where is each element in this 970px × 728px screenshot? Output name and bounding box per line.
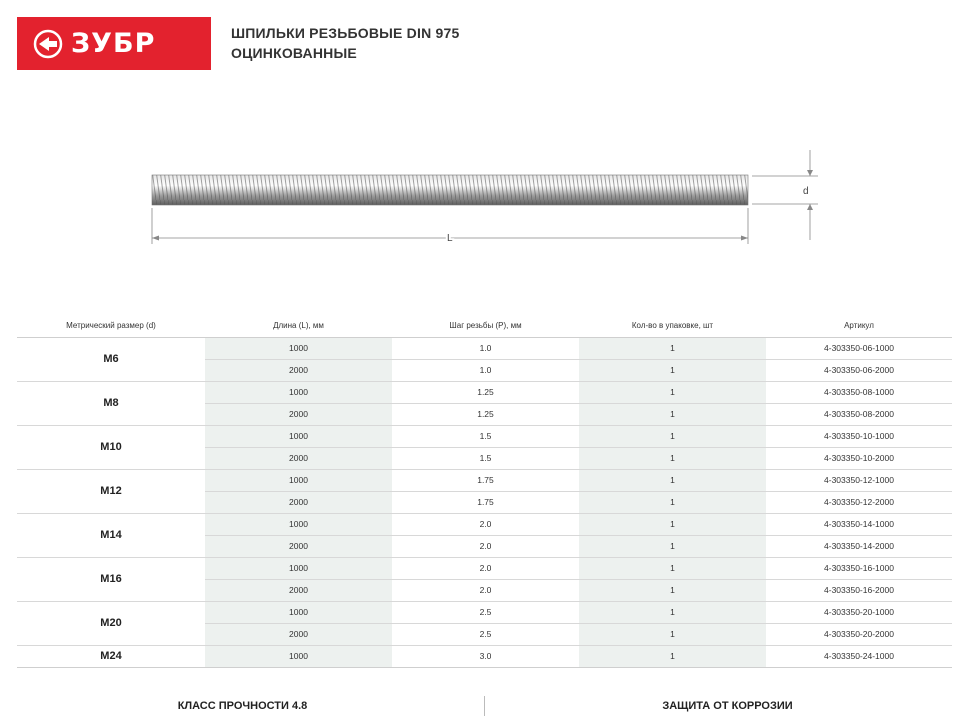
pitch-cell: 1.75 — [392, 491, 579, 513]
article-cell: 4-303350-20-1000 — [766, 601, 952, 623]
article-cell: 4-303350-12-1000 — [766, 469, 952, 491]
length-cell: 2000 — [205, 579, 392, 601]
strength-class-label: КЛАСС ПРОЧНОСТИ 4.8 — [177, 700, 308, 712]
length-cell: 2000 — [205, 623, 392, 645]
pitch-cell: 2.5 — [392, 601, 579, 623]
pitch-cell: 2.5 — [392, 623, 579, 645]
qty-cell: 1 — [579, 645, 766, 667]
length-cell: 1000 — [205, 381, 392, 403]
size-cell: М14 — [17, 513, 205, 557]
pitch-cell: 2.0 — [392, 513, 579, 535]
pitch-cell: 1.5 — [392, 425, 579, 447]
table-row — [17, 513, 952, 535]
length-cell: 1000 — [205, 425, 392, 447]
article-cell: 4-303350-10-1000 — [766, 425, 952, 447]
size-cell: М16 — [17, 557, 205, 601]
threaded-rod — [152, 175, 748, 205]
length-cell: 1000 — [205, 513, 392, 535]
pitch-cell: 1.75 — [392, 469, 579, 491]
header-pitch: Шаг резьбы (Р), мм — [392, 315, 579, 337]
corrosion-protection-label: ЗАЩИТА ОТ КОРРОЗИИ — [662, 700, 793, 712]
qty-cell: 1 — [579, 447, 766, 469]
qty-cell: 1 — [579, 403, 766, 425]
size-cell: М24 — [17, 645, 205, 667]
article-cell: 4-303350-08-2000 — [766, 403, 952, 425]
article-cell: 4-303350-06-2000 — [766, 359, 952, 381]
table-row — [17, 337, 952, 359]
length-cell: 2000 — [205, 403, 392, 425]
size-cell: М6 — [17, 337, 205, 381]
length-label: L — [447, 233, 453, 244]
length-cell: 1000 — [205, 337, 392, 359]
table-row — [17, 601, 952, 623]
length-cell: 1000 — [205, 557, 392, 579]
qty-cell: 1 — [579, 425, 766, 447]
qty-cell: 1 — [579, 579, 766, 601]
article-cell: 4-303350-24-1000 — [766, 645, 952, 667]
pitch-cell: 2.0 — [392, 579, 579, 601]
article-cell: 4-303350-20-2000 — [766, 623, 952, 645]
pitch-cell: 1.25 — [392, 403, 579, 425]
article-cell: 4-303350-06-1000 — [766, 337, 952, 359]
qty-cell: 1 — [579, 601, 766, 623]
article-cell: 4-303350-08-1000 — [766, 381, 952, 403]
length-cell: 1000 — [205, 645, 392, 667]
qty-cell: 1 — [579, 491, 766, 513]
length-cell: 1000 — [205, 601, 392, 623]
spec-table — [17, 315, 952, 668]
length-cell: 1000 — [205, 469, 392, 491]
table-header-row — [17, 315, 952, 337]
pitch-cell: 1.5 — [392, 447, 579, 469]
size-cell: М10 — [17, 425, 205, 469]
arrow-logo-icon — [33, 29, 63, 59]
qty-cell: 1 — [579, 513, 766, 535]
article-cell: 4-303350-14-1000 — [766, 513, 952, 535]
pitch-cell: 1.0 — [392, 337, 579, 359]
article-cell: 4-303350-16-2000 — [766, 579, 952, 601]
article-cell: 4-303350-14-2000 — [766, 535, 952, 557]
header-article: Артикул — [766, 315, 952, 337]
title-line-2: ОЦИНКОВАННЫЕ — [231, 45, 357, 61]
length-cell: 2000 — [205, 447, 392, 469]
page-title — [231, 23, 459, 63]
qty-cell: 1 — [579, 337, 766, 359]
header-size: Метрический размер (d) — [17, 315, 205, 337]
length-cell: 2000 — [205, 491, 392, 513]
size-cell: М20 — [17, 601, 205, 645]
brand-name: ЗУБР — [71, 28, 156, 59]
pitch-cell: 2.0 — [392, 535, 579, 557]
threaded-rod-drawing — [0, 140, 970, 250]
table-row — [17, 645, 952, 667]
pitch-cell: 2.0 — [392, 557, 579, 579]
pitch-cell: 3.0 — [392, 645, 579, 667]
qty-cell: 1 — [579, 557, 766, 579]
article-cell: 4-303350-12-2000 — [766, 491, 952, 513]
size-cell: М12 — [17, 469, 205, 513]
diameter-label: d — [803, 186, 809, 197]
footer — [0, 692, 970, 720]
header-length: Длина (L), мм — [205, 315, 392, 337]
qty-cell: 1 — [579, 535, 766, 557]
table-row — [17, 469, 952, 491]
table-row — [17, 381, 952, 403]
table-row — [17, 425, 952, 447]
qty-cell: 1 — [579, 381, 766, 403]
header-qty: Кол-во в упаковке, шт — [579, 315, 766, 337]
table-row — [17, 557, 952, 579]
title-line-1: ШПИЛЬКИ РЕЗЬБОВЫЕ DIN 975 — [231, 25, 460, 41]
brand-logo — [17, 17, 211, 70]
article-cell: 4-303350-10-2000 — [766, 447, 952, 469]
qty-cell: 1 — [579, 469, 766, 491]
pitch-cell: 1.0 — [392, 359, 579, 381]
qty-cell: 1 — [579, 623, 766, 645]
length-cell: 2000 — [205, 535, 392, 557]
length-cell: 2000 — [205, 359, 392, 381]
pitch-cell: 1.25 — [392, 381, 579, 403]
qty-cell: 1 — [579, 359, 766, 381]
size-cell: М8 — [17, 381, 205, 425]
article-cell: 4-303350-16-1000 — [766, 557, 952, 579]
